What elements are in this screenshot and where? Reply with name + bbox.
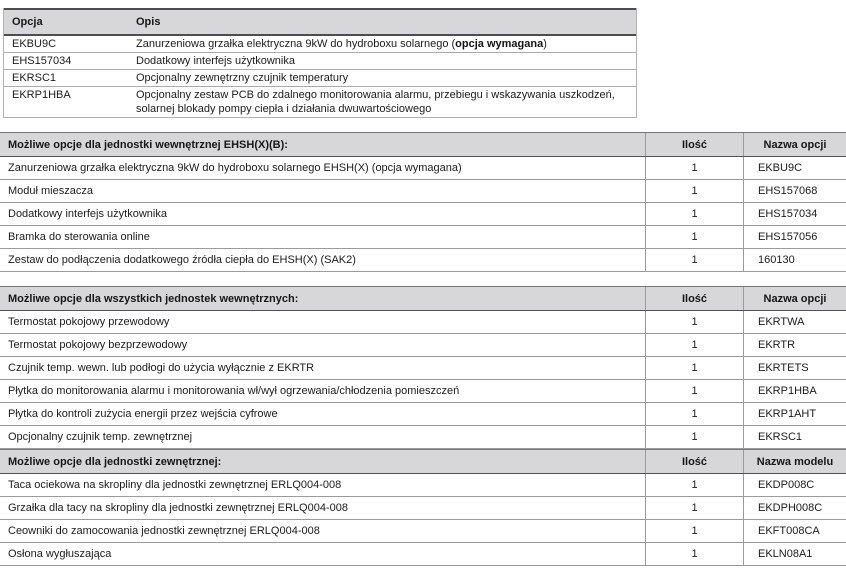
option-description-cell: Płytka do kontroli zużycia energii przez wejścia cyfrowe — [8, 408, 278, 420]
option-sections — [0, 132, 846, 566]
quantity-cell: 1 — [645, 543, 743, 565]
document-page — [0, 8, 846, 581]
quantity-cell: 1 — [645, 403, 743, 425]
table-row — [0, 334, 846, 357]
quantity-cell: 1 — [645, 426, 743, 448]
table-row — [0, 426, 846, 449]
legend-row — [4, 53, 636, 70]
table-row — [0, 380, 846, 403]
option-code: EKRSC1 — [12, 72, 57, 84]
legend-row — [4, 36, 636, 53]
option-description-cell: Opcjonalny czujnik temp. zewnętrznej — [8, 431, 193, 443]
option-description-cell: Zanurzeniowa grzałka elektryczna 9kW do hydroboxu solarnego EHSH(X) (opcja wymagana) — [8, 162, 462, 174]
table-row — [0, 474, 846, 497]
legend-row — [4, 70, 636, 87]
options-table — [0, 449, 846, 566]
option-description-cell: Dodatkowy interfejs użytkownika — [8, 208, 167, 220]
model-name-cell: EKRTETS — [743, 357, 846, 379]
table-row — [0, 543, 846, 566]
table-row — [0, 203, 846, 226]
model-name-cell: EKFT008CA — [743, 520, 846, 542]
table-row — [0, 249, 846, 272]
table-row — [0, 157, 846, 180]
quantity-column-header: Ilość — [645, 287, 743, 310]
options-table-header — [0, 132, 846, 157]
option-description: Opcjonalny zestaw PCB do zdalnego monitorowania alarmu, przebiegu i wskazywania uszkodzeń, solarnej blokady pompy ciepła i działania dwuwartościowego — [136, 89, 615, 115]
options-table-header — [0, 286, 846, 311]
quantity-cell: 1 — [645, 249, 743, 271]
table-row — [0, 357, 846, 380]
model-name-cell: EKRSC1 — [743, 426, 846, 448]
quantity-cell: 1 — [645, 334, 743, 356]
model-name-cell: EKDP008C — [743, 474, 846, 496]
model-name-cell: EKRP1AHT — [743, 403, 846, 425]
section-title: Możliwe opcje dla wszystkich jednostek wewnętrznych: — [8, 292, 299, 305]
option-description-cell: Termostat pokojowy przewodowy — [8, 316, 170, 328]
option-description-cell: Zestaw do podłączenia dodatkowego źródła ciepła do EHSH(X) (SAK2) — [8, 254, 356, 266]
table-row — [0, 403, 846, 426]
name-column-header: Nazwa opcji — [743, 133, 846, 156]
option-description-cell: Ceowniki do zamocowania jednostki zewnętrznej ERLQ004-008 — [8, 525, 320, 537]
quantity-cell: 1 — [645, 226, 743, 248]
name-column-header: Nazwa opcji — [743, 287, 846, 310]
table-row — [0, 497, 846, 520]
quantity-cell: 1 — [645, 474, 743, 496]
description-text: Zanurzeniowa grzałka elektryczna 9kW do hydroboxu solarnego ( — [136, 38, 456, 50]
option-description-cell: Termostat pokojowy bezprzewodowy — [8, 339, 188, 351]
quantity-cell: 1 — [645, 380, 743, 402]
description-bold-text: opcja wymagana — [455, 38, 544, 50]
quantity-cell: 1 — [645, 180, 743, 202]
quantity-cell: 1 — [645, 520, 743, 542]
section-title: Możliwe opcje dla jednostki zewnętrznej: — [8, 455, 222, 468]
options-table — [0, 286, 846, 449]
quantity-cell: 1 — [645, 203, 743, 225]
legend-table-header — [4, 8, 636, 36]
description-text: ) — [543, 38, 547, 50]
quantity-column-header: Ilość — [645, 450, 743, 473]
legend-col-desc-header: Opis — [136, 16, 161, 28]
option-description: Dodatkowy interfejs użytkownika — [136, 55, 295, 67]
option-description-cell: Bramka do sterowania online — [8, 231, 150, 243]
model-name-cell: EKRP1HBA — [743, 380, 846, 402]
quantity-cell: 1 — [645, 497, 743, 519]
model-name-cell: EHS157056 — [743, 226, 846, 248]
legend-row — [4, 87, 636, 117]
options-table — [0, 132, 846, 272]
option-description-cell: Czujnik temp. wewn. lub podłogi do użycia wyłącznie z EKRTR — [8, 362, 315, 374]
option-description — [128, 37, 636, 51]
option-code: EHS157034 — [12, 55, 72, 67]
options-table-header — [0, 449, 846, 474]
quantity-cell: 1 — [645, 311, 743, 333]
table-row — [0, 311, 846, 334]
option-description-cell: Grzałka dla tacy na skropliny dla jednostki zewnętrznej ERLQ004-008 — [8, 502, 348, 514]
table-row — [0, 520, 846, 543]
option-description-cell: Moduł mieszacza — [8, 185, 93, 197]
option-description-cell: Taca ociekowa na skropliny dla jednostki zewnętrznej ERLQ004-008 — [8, 479, 342, 491]
name-column-header: Nazwa modelu — [743, 450, 846, 473]
model-name-cell: EHS157068 — [743, 180, 846, 202]
table-row — [0, 180, 846, 203]
model-name-cell: 160130 — [743, 249, 846, 271]
legend-table-body — [4, 36, 636, 117]
option-code: EKBU9C — [12, 38, 57, 50]
section-title: Możliwe opcje dla jednostki wewnętrznej EHSH(X)(B): — [8, 138, 288, 151]
option-legend-table — [3, 8, 637, 118]
model-name-cell: EHS157034 — [743, 203, 846, 225]
option-description-cell: Osłona wygłuszająca — [8, 548, 112, 560]
quantity-cell: 1 — [645, 157, 743, 179]
model-name-cell: EKLN08A1 — [743, 543, 846, 565]
model-name-cell: EKBU9C — [743, 157, 846, 179]
quantity-column-header: Ilość — [645, 133, 743, 156]
model-name-cell: EKDPH008C — [743, 497, 846, 519]
table-row — [0, 226, 846, 249]
option-code: EKRP1HBA — [12, 89, 71, 101]
option-description: Opcjonalny zewnętrzny czujnik temperatury — [136, 72, 349, 84]
legend-col-option-header: Opcja — [12, 16, 43, 28]
option-description-cell: Płytka do monitorowania alarmu i monitorowania wł/wył ogrzewania/chłodzenia pomieszczeń — [8, 385, 460, 397]
model-name-cell: EKRTR — [743, 334, 846, 356]
model-name-cell: EKRTWA — [743, 311, 846, 333]
quantity-cell: 1 — [645, 357, 743, 379]
